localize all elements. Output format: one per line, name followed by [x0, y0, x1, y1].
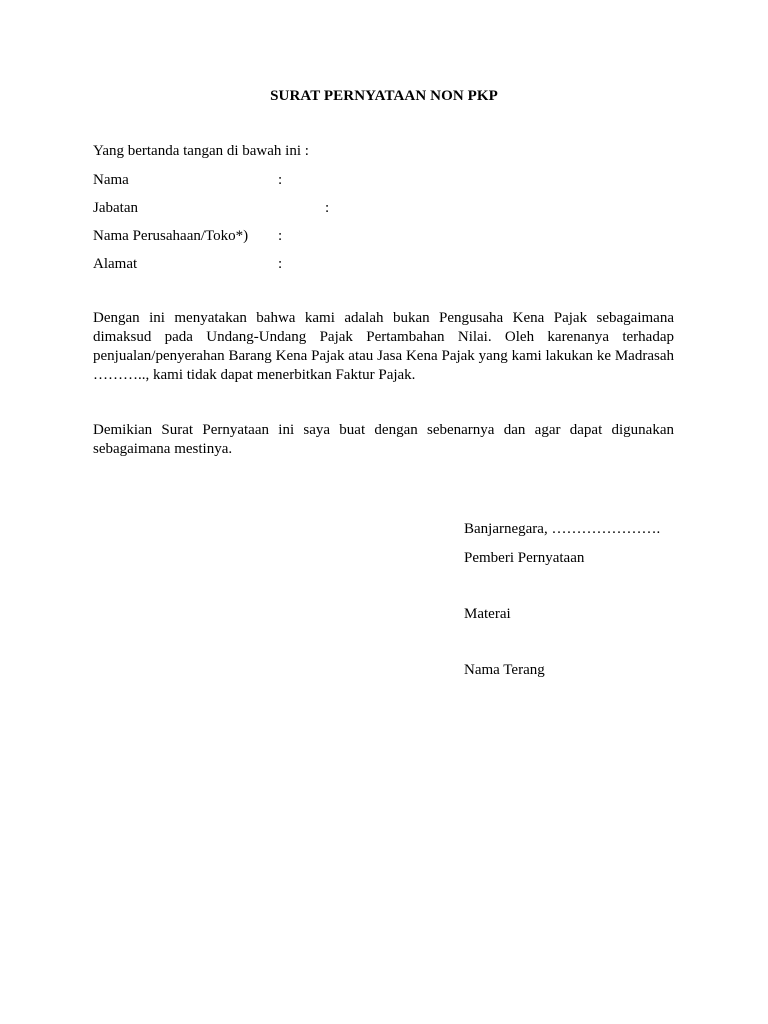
field-nama-perusahaan: [93, 228, 283, 245]
field-nama: [93, 172, 283, 189]
field-label: Nama: [93, 172, 129, 188]
statement-paragraph: Dengan ini menyatakan bahwa kami adalah bukan Pengusaha Kena Pajak sebagaimana dimaksud pada Undang-Undang Pajak Pertambahan Nilai. Oleh karenanya terhadap penjualan/penyerahan Barang Kena Pajak atau Jasa Kena Pajak yang kami lakukan ke Madrasah ……….., kami tidak dapat menerbitkan Faktur Pajak.: [93, 310, 674, 383]
field-colon: :: [278, 256, 283, 272]
intro-text: Yang bertanda tangan di bawah ini :: [93, 143, 309, 159]
field-alamat: [93, 256, 283, 273]
closing-paragraph: Demikian Surat Pernyataan ini saya buat dengan sebenarnya dan agar dapat digunakan sebagaimana mestinya.: [93, 422, 674, 457]
document-title: SURAT PERNYATAAN NON PKP: [270, 88, 498, 104]
field-label: Alamat: [93, 256, 138, 272]
field-label: Jabatan: [93, 200, 138, 216]
signature-stamp: Materai: [464, 606, 511, 622]
signature-place-date: Banjarnegara, ………………….: [464, 521, 661, 537]
field-colon: :: [325, 200, 330, 216]
signature-role: Pemberi Pernyataan: [464, 550, 585, 566]
signature-name: Nama Terang: [464, 662, 545, 678]
field-label: Nama Perusahaan/Toko*): [93, 228, 249, 244]
field-colon: :: [278, 228, 283, 244]
field-jabatan: [93, 200, 330, 217]
field-colon: :: [278, 172, 283, 188]
